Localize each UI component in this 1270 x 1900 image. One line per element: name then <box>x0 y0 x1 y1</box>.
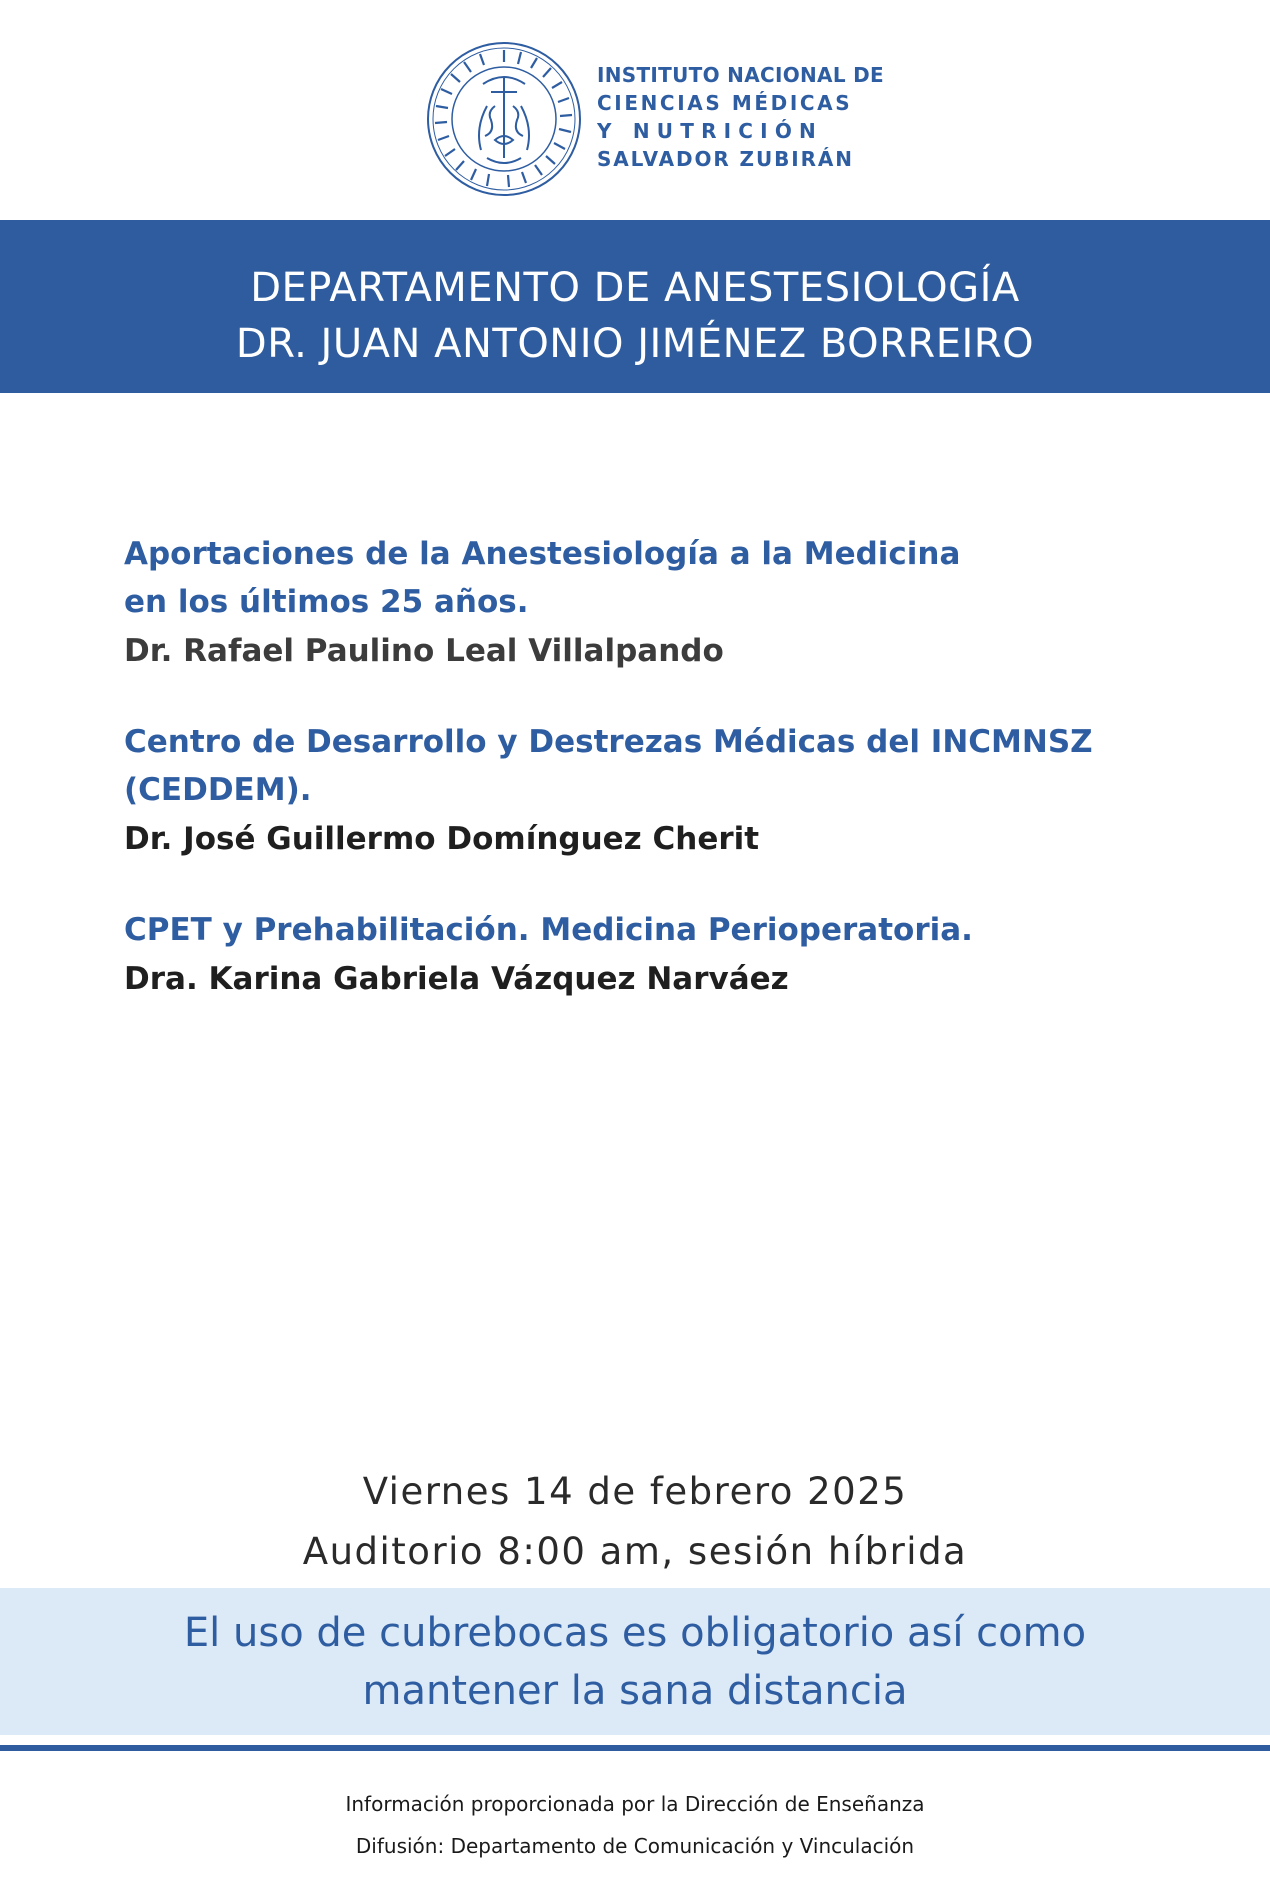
notice-line: El uso de cubrebocas es obligatorio así como <box>183 1610 1087 1656</box>
department-banner <box>0 220 1270 393</box>
talk-title: Centro de Desarrollo y Destrezas Médicas del INCMNSZ (CEDDEM). <box>124 724 1093 808</box>
institution-logo <box>425 40 884 198</box>
talk-item <box>124 718 1234 864</box>
mask-notice <box>0 1588 1270 1735</box>
event-location: Auditorio 8:00 am, sesión híbrida <box>302 1530 968 1573</box>
event-details <box>0 1462 1270 1582</box>
department-name: DEPARTAMENTO DE ANESTESIOLOGÍA <box>250 265 1020 311</box>
talk-item <box>124 906 1234 1004</box>
talk-speaker: Dr. José Guillermo Domínguez Cherit <box>124 821 760 857</box>
institution-seal-icon <box>425 40 583 198</box>
footer-info-source: Información proporcionada por la Dirección de Enseñanza <box>345 1792 925 1816</box>
footer <box>0 1783 1270 1867</box>
talk-item <box>124 530 1234 676</box>
talks-list <box>124 530 1234 1046</box>
institution-name-line: SALVADOR ZUBIRÁN <box>597 147 854 171</box>
talk-speaker: Dr. Rafael Paulino Leal Villalpando <box>124 633 724 669</box>
department-honoree: DR. JUAN ANTONIO JIMÉNEZ BORREIRO <box>235 321 1035 367</box>
footer-diffusion: Difusión: Departamento de Comunicación y Vinculación <box>355 1834 915 1858</box>
talk-title: Aportaciones de la Anestesiología a la Medicina en los últimos 25 años. <box>124 536 961 620</box>
institution-name-line: INSTITUTO NACIONAL DE <box>597 63 884 87</box>
event-date: Viernes 14 de febrero 2025 <box>362 1470 908 1513</box>
talk-title: CPET y Prehabilitación. Medicina Perioperatoria. <box>124 912 973 948</box>
institution-name-line: CIENCIAS MÉDICAS <box>597 91 853 115</box>
footer-divider <box>0 1745 1270 1751</box>
institution-name-line: Y NUTRICIÓN <box>597 119 823 143</box>
notice-line: mantener la sana distancia <box>362 1668 908 1714</box>
talk-speaker: Dra. Karina Gabriela Vázquez Narváez <box>124 961 789 997</box>
institution-name <box>597 61 884 173</box>
